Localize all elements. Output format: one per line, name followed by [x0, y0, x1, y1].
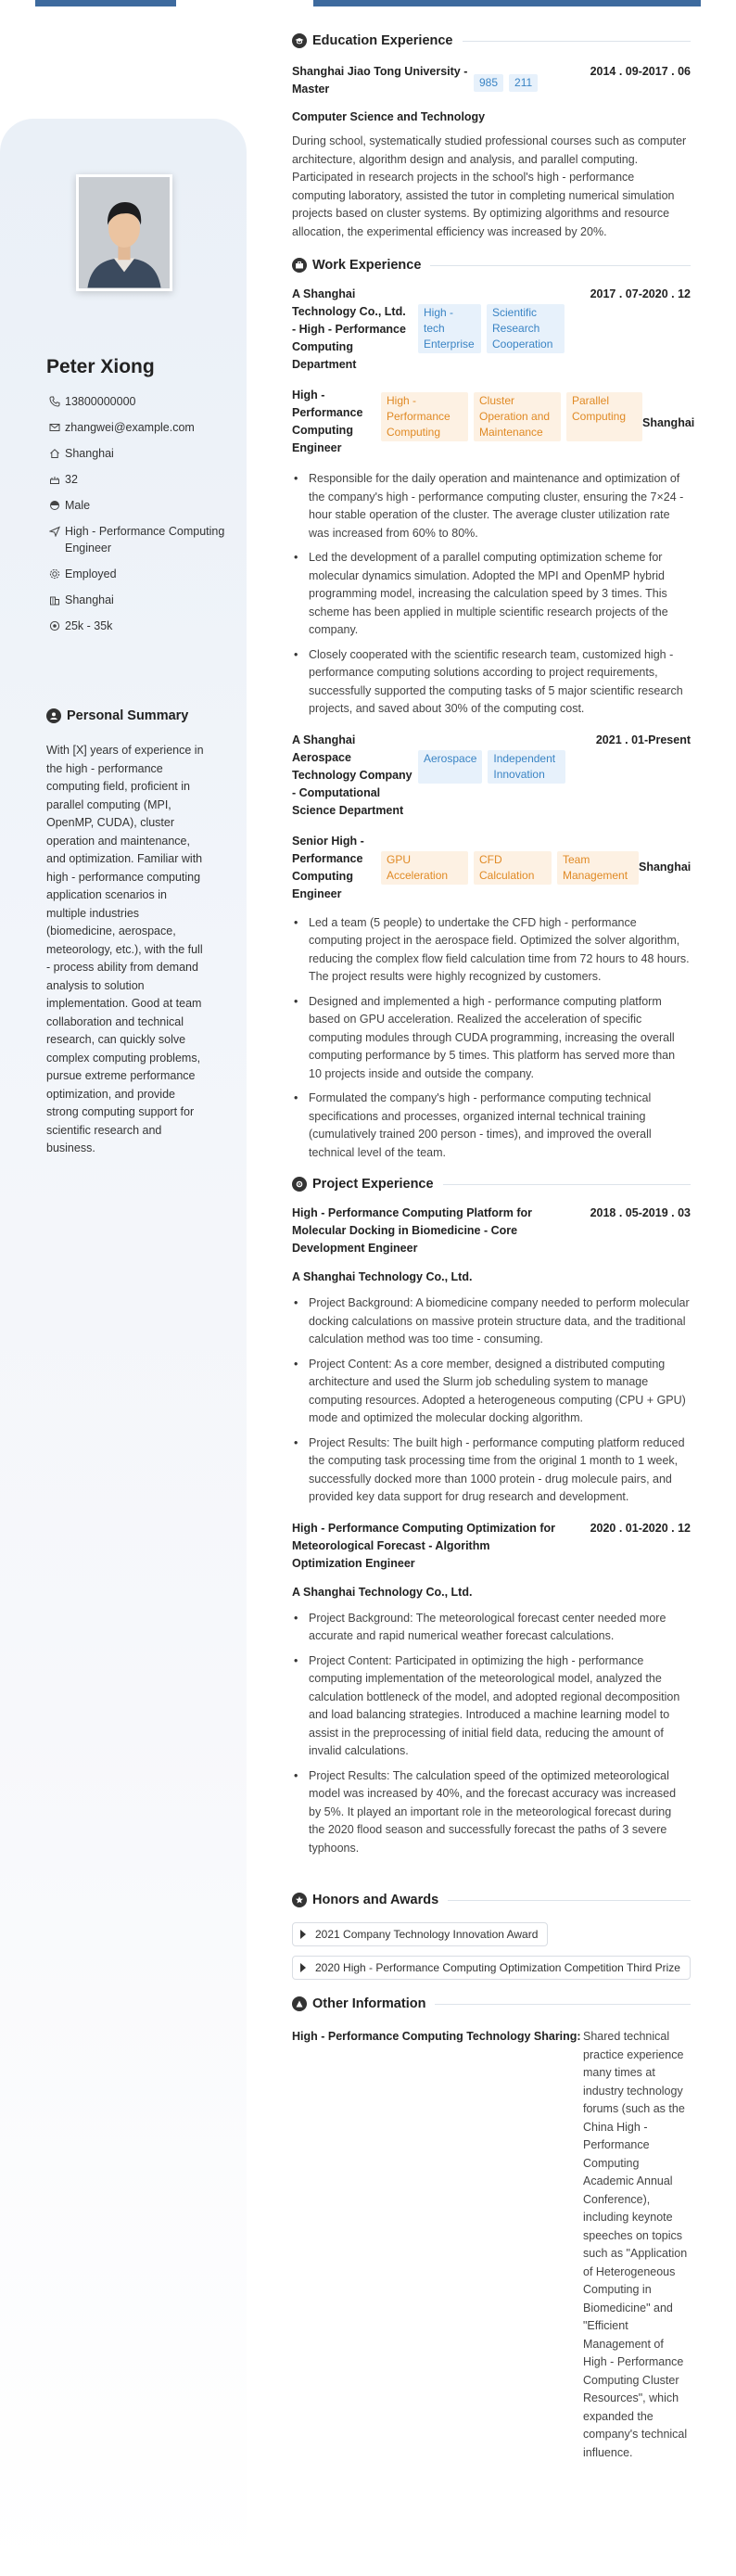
work-section	[292, 258, 695, 1162]
info-position	[46, 523, 232, 556]
bullet-item: • Project Results: The calculation speed of the optimized meteorological model was increased by 40%, and the forecast accuracy was increased by 5%. It played an important role in the meteorological forecast during the 2020 flood season and successfully forecast the paths of 3 severe typhoons.	[292, 1767, 691, 1858]
work-date: 2021 . 01-Present	[595, 733, 691, 746]
info-text: Employed	[65, 567, 117, 580]
company-name: A Shanghai Technology Co., Ltd. - High - Performance Computing Department	[292, 287, 406, 371]
project-bullets	[292, 1294, 691, 1507]
role-tag: CFD Calculation	[474, 851, 552, 885]
project-company: A Shanghai Technology Co., Ltd.	[292, 1585, 473, 1599]
info-icon	[292, 1996, 307, 2011]
role-tag: Cluster Operation and Maintenance	[474, 392, 561, 441]
job-role: Senior High - Performance Computing Engineer	[292, 834, 364, 900]
info-text: High - Performance Computing Engineer	[65, 525, 225, 555]
info-text: 25k - 35k	[65, 619, 113, 632]
personal-summary-heading	[46, 708, 188, 723]
honors-section	[292, 1893, 691, 1989]
bullet-item: • Project Content: Participated in optimizing the high - performance computing implementation of the meteorological model, analyzed the calculation bottleneck of the model, and adopted regional decomposition and load balancing strategies. Introduced a machine learning model to assist in the preprocessing of initial field data, reducing the amount of invalid calculations.	[292, 1652, 691, 1761]
role-row	[292, 387, 695, 457]
age-icon	[46, 471, 63, 488]
education-description: During school, systematically studied professional courses such as computer architecture, algorithm design and analysis, and parallel computing. Participated in research projects in the school's high - performance computing laboratory, assisted the tutor in completing numerical simulation projects based on cluster systems. By optimizing algorithms and resource allocation, the experimental efficiency was increased by 20%.	[292, 134, 687, 238]
gender-icon	[46, 497, 63, 514]
info-city	[46, 592, 232, 608]
bullet-item: • Designed and implemented a high - performance computing platform based on GPU acceleration. Realized the acceleration of specific computing modules through CUDA programming, increasing the overall computing performance by 5 times. This platform has served more than 10 projects inside and outside the company.	[292, 993, 691, 1084]
work-bullets	[292, 914, 691, 1163]
other-row	[292, 2028, 691, 2462]
project-name: High - Performance Computing Platform for Molecular Docking in Biomedicine - Core Development Engineer	[292, 1206, 533, 1255]
top-accent-bar-left	[35, 0, 176, 6]
personal-summary-title: Personal Summary	[67, 708, 189, 723]
position-icon	[46, 523, 63, 540]
company-tag: Scientific Research Cooperation	[487, 304, 565, 353]
info-text: Shanghai	[65, 593, 114, 606]
bullet-item: • Project Results: The built high - performance computing platform reduced the computing task processing time from the original 1 month to 1 week, successfully docked more than 1000 protein - drug molecule pairs, and provided key data support for drug research and development.	[292, 1435, 691, 1507]
section-divider	[448, 1900, 691, 1901]
job-role: High - Performance Computing Engineer	[292, 389, 363, 454]
info-text: 32	[65, 473, 78, 486]
role-row	[292, 833, 691, 903]
project-entry-head	[292, 1205, 691, 1257]
major: Computer Science and Technology	[292, 110, 486, 123]
education-section	[292, 33, 691, 241]
bullet-item: • Project Content: As a core member, designed a distributed computing architecture and used the Slurm job scheduling system to manage computing resources. Adopted a heterogeneous computing (CPU + GPU) mode and optimized the molecular docking algorithm.	[292, 1356, 691, 1428]
project-entry-head	[292, 1520, 691, 1573]
profile-info-list	[46, 393, 232, 644]
project-entry	[292, 1520, 691, 1858]
section-divider	[430, 265, 691, 266]
work-entry	[292, 732, 691, 1163]
company-name: A Shanghai Aerospace Technology Company - Computational Science Department	[292, 733, 412, 817]
role-tag: Parallel Computing	[566, 392, 642, 441]
info-age	[46, 471, 232, 488]
job-location: Shanghai	[642, 416, 695, 429]
school-name: Shanghai Jiao Tong University - Master	[292, 65, 468, 96]
home-icon	[46, 445, 63, 462]
education-heading	[292, 33, 691, 48]
work-date: 2017 . 07-2020 . 12	[590, 287, 691, 300]
bullet-item: • Led the development of a parallel computing optimization scheme for molecular dynamics simulation. Adopted the MPI and OpenMP hybrid programming model, increasing the calculation speed by 3 times. This scheme has been applied in multiple scientific research projects of the company.	[292, 549, 691, 640]
work-title: Work Experience	[312, 258, 422, 273]
award-item	[292, 1956, 691, 1980]
user-icon	[46, 708, 61, 723]
other-text: Shared technical practice experience many times at industry technology forums (such as the China High - Performance Computing Academic Annual Conference), including keynote speeches on topics such as "Application of Heterogeneous Computing in Biomedicine" and "Efficient Management of High - Performance Computing Cluster Resources", which expanded the company's technical influence.	[583, 2030, 688, 2459]
company-tag: Independent Innovation	[488, 750, 565, 784]
project-date: 2020 . 01-2020 . 12	[590, 1521, 691, 1535]
role-tag: High - Performance Computing	[381, 392, 468, 441]
role-tag: Team Management	[557, 851, 639, 885]
section-divider	[443, 1184, 691, 1185]
work-entry-head	[292, 286, 691, 374]
email-icon	[46, 419, 63, 436]
other-label: High - Performance Computing Technology Sharing:	[292, 2030, 581, 2043]
work-heading	[292, 258, 691, 273]
job-location: Shanghai	[639, 860, 692, 874]
info-text: Shanghai	[65, 447, 114, 460]
avatar	[76, 174, 172, 291]
bullet-item: • Closely cooperated with the scientific research team, customized high - performance computing solutions according to project requirements, successfully supported the computing tasks of 5 major scientific research projects, and saved about 30% of the computing cost.	[292, 646, 691, 719]
briefcase-icon	[292, 258, 307, 273]
project-section	[292, 1177, 691, 1857]
info-salary	[46, 618, 232, 634]
other-title: Other Information	[312, 1996, 426, 2011]
project-date: 2018 . 05-2019 . 03	[590, 1206, 691, 1219]
education-title: Education Experience	[312, 33, 453, 48]
honors-heading	[292, 1893, 691, 1907]
info-email	[46, 419, 232, 436]
company-tag: Aerospace	[418, 750, 482, 784]
gear-icon	[292, 1177, 307, 1192]
bullet-item: • Formulated the company's high - performance computing technical specifications and processes, organized internal technical training (cumulatively trained 200 person - times), and improved the overall technical level of the team.	[292, 1090, 691, 1162]
honors-title: Honors and Awards	[312, 1893, 439, 1907]
info-gender	[46, 497, 232, 514]
sidebar	[0, 119, 247, 2576]
section-divider	[463, 41, 692, 42]
phone-icon	[46, 393, 63, 410]
graduation-cap-icon	[292, 33, 307, 48]
info-text: 13800000000	[65, 395, 136, 408]
project-title: Project Experience	[312, 1177, 434, 1192]
award-text: 2021 Company Technology Innovation Award	[315, 1928, 539, 1941]
company-tag: High - tech Enterprise	[418, 304, 481, 353]
info-home	[46, 445, 232, 462]
info-text: Male	[65, 499, 91, 512]
award-item	[292, 1922, 548, 1946]
education-date: 2014 . 09-2017 . 06	[590, 65, 691, 78]
role-tag: GPU Acceleration	[381, 851, 468, 885]
other-heading	[292, 1996, 691, 2011]
project-company: A Shanghai Technology Co., Ltd.	[292, 1270, 473, 1283]
main-content	[292, 33, 695, 2462]
top-accent-bar-right	[313, 0, 701, 6]
bullet-item: • Project Background: The meteorological forecast center needed more accurate and rapid numerical weather forecast calculations.	[292, 1610, 691, 1646]
other-section	[292, 1996, 691, 2462]
play-triangle-icon	[300, 1963, 306, 1972]
city-icon	[46, 592, 63, 608]
personal-summary-text: With [X] years of experience in the high - performance computing field, proficient in parallel computing (MPI, OpenMP, CUDA), cluster operation and maintenance, and optimization. Familiar with high - performance computing application scenarios in multiple industries (biomedicine, aerospace, meteorology, etc.), with the full - process ability from demand analysis to solution implementation. Good at team collaboration and technical research, can quickly solve complex computing problems, pursue extreme performance optimization, and provide strong computing support for scientific research and business.	[46, 744, 204, 1154]
project-heading	[292, 1177, 691, 1192]
status-icon	[46, 566, 63, 582]
info-text: zhangwei@example.com	[65, 421, 195, 434]
project-entry	[292, 1205, 691, 1507]
play-triangle-icon	[300, 1930, 306, 1939]
bullet-item: • Project Background: A biomedicine company needed to perform molecular docking calculations on massive protein structure data, and the traditional calculation method was too time - consuming.	[292, 1294, 691, 1349]
info-phone	[46, 393, 232, 410]
work-entry-head	[292, 732, 691, 820]
award-text: 2020 High - Performance Computing Optimization Competition Third Prize	[315, 1961, 680, 1974]
award-icon	[292, 1893, 307, 1907]
work-bullets	[292, 470, 691, 719]
project-name: High - Performance Computing Optimization for Meteorological Forecast - Algorithm Optimization Engineer	[292, 1521, 556, 1570]
work-entry	[292, 286, 695, 719]
education-tag: 985	[474, 74, 503, 92]
section-divider	[435, 2004, 691, 2005]
info-status	[46, 566, 232, 582]
education-tag: 211	[509, 74, 538, 92]
salary-icon	[46, 618, 63, 634]
bullet-item: • Responsible for the daily operation and maintenance and optimization of the company's high - performance computing cluster, ensuring the 7×24 - hour stable operation of the cluster. The average cluster utilization rate was increased from 60% to 80%.	[292, 470, 691, 542]
project-bullets	[292, 1610, 691, 1858]
bullet-item: • Led a team (5 people) to undertake the CFD high - performance computing project in the aerospace field. Optimized the solver algorithm, reducing the complex flow field calculation time from 72 hours to 48 hours. The project results were highly recognized by customers.	[292, 914, 691, 987]
profile-name: Peter Xiong	[46, 356, 155, 377]
education-entry-head	[292, 63, 691, 98]
